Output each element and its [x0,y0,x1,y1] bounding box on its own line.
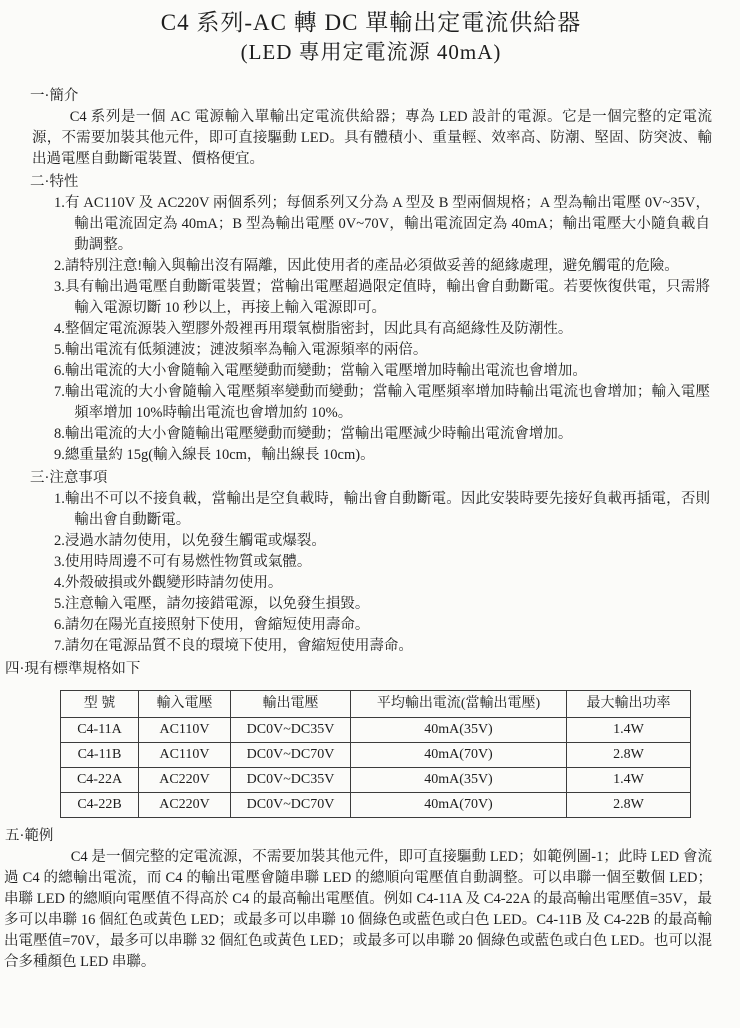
table-cell: C4-11B [61,743,139,768]
table-header-input-voltage: 輸入電壓 [139,691,231,718]
list-item: 8.輸出電流的大小會隨輸出電壓變動而變動；當輸出電壓減少時輸出電流會增加。 [54,426,573,442]
section-example-heading: 五·範例 [5,828,54,844]
document-subtitle: (LED 專用定電流源 40mA) [240,40,502,64]
table-cell: 40mA(70V) [351,793,567,818]
cautions-list [54,489,710,657]
document-title: C4 系列-AC 轉 DC 單輸出定電流供給器 [160,10,582,35]
table-cell: 40mA(35V) [351,718,567,743]
table-header-avg-output-current: 平均輸出電流(當輸出電壓) [351,691,567,718]
list-item: 3.具有輸出過電壓自動斷電裝置；當輸出電壓超過限定值時，輸出會自動斷電。若要恢復供電，只需將輸入電源切斷 10 秒以上，再接上輸入電源即可。 [54,279,710,316]
table-cell: DC0V~DC35V [231,768,351,793]
table-cell: DC0V~DC70V [231,793,351,818]
table-cell: AC220V [139,768,231,793]
table-cell: C4-22B [61,793,139,818]
table-cell: 2.8W [567,743,691,768]
table-header-row [61,691,691,718]
table-cell: 1.4W [567,718,691,743]
list-item: 4.整個定電流源裝入塑膠外殼裡再用環氧樹脂密封，因此具有高絕緣性及防潮性。 [54,321,573,337]
list-item: 4.外殼破損或外觀變形時請勿使用。 [54,575,283,591]
table-row [61,768,691,793]
section-intro [30,86,712,170]
section-specs-heading: 四·現有標準規格如下 [5,661,141,677]
list-item: 1.輸出不可以不接負載，當輸出是空負載時，輸出會自動斷電。因此安裝時要先接好負載再插電，否則輸出會自動斷電。 [54,491,710,528]
table-cell: AC220V [139,793,231,818]
table-row [61,743,691,768]
list-item: 3.使用時周邊不可有易燃性物質或氣體。 [54,554,312,570]
list-item: 6.請勿在陽光直接照射下使用，會縮短使用壽命。 [54,617,370,633]
table-cell: C4-22A [61,768,139,793]
list-item: 6.輸出電流的大小會隨輸入電壓變動而變動；當輸入電壓增加時輸出電流也會增加。 [54,363,587,379]
table-cell: 40mA(35V) [351,768,567,793]
list-item: 2.請特別注意!輸入與輸出沒有隔離，因此使用者的產品必須做妥善的絕緣處理，避免觸電的危險。 [54,258,679,274]
section-example-paragraph: C4 是一個完整的定電流源，不需要加裝其他元件，即可直接驅動 LED；如範例圖-1；此時 LED 會流過 C4 的總輸出電流，而 C4 的輸出電壓會隨串聯 LED 的總順向電壓值自動調整。可以串聯一個至數個 LED；串聯 LED 的總順向電壓值不得高於 C4 的最高輸出電壓值。例如 C4-11A 及 C4-22A 的最高輸出電壓值=35V，最多可以串聯 16 個紅色或黃色 LED；或最多可以串聯 10 個綠色或藍色或白色 LED。C4-11B 及 C4-22B 的最高輸出電壓值=70V，最多可以串聯 32 個紅色或黃色 LED；或最多可以串聯 20 個綠色或藍色或白色 LED。也可以混合多種顏色 LED 串聯。 [4,849,712,970]
features-list [54,193,710,466]
list-item: 7.請勿在電源品質不良的環境下使用，會縮短使用壽命。 [54,638,413,654]
section-specs [5,659,712,818]
table-cell: DC0V~DC35V [231,718,351,743]
list-item: 9.總重量約 15g(輸入線長 10cm，輸出線長 10cm)。 [54,447,375,463]
list-item: 1.有 AC110V 及 AC220V 兩個系列；每個系列又分為 A 型及 B 型兩個規格；A 型為輸出電壓 0V~35V，輸出電流固定為 40mA；B 型為輸出電壓 0V~70V，輸出電流固定為 40mA；輸出電壓大小隨負載自動調整。 [54,195,710,253]
section-intro-heading: 一·簡介 [30,88,79,104]
list-item: 7.輸出電流的大小會隨輸入電壓頻率變動而變動；當輸入電壓頻率增加時輸出電流也會增加；輸入電壓頻率增加 10%時輸出電流也會增加約 10%。 [54,384,710,421]
section-cautions [30,468,712,657]
table-cell: DC0V~DC70V [231,743,351,768]
table-header-output-voltage: 輸出電壓 [231,691,351,718]
table-cell: C4-11A [61,718,139,743]
table-header-model: 型 號 [61,691,139,718]
section-intro-paragraph: C4 系列是一個 AC 電源輸入單輸出定電流供給器；專為 LED 設計的電源。它是一個完整的定電流源，不需要加裝其他元件，即可直接驅動 LED。具有體積小、重量輕、效率高、防潮、堅固、防突波、輸出過電壓自動斷電裝置、價格便宜。 [32,109,712,167]
table-row [61,718,691,743]
list-item: 5.注意輸入電壓，請勿接錯電源，以免發生損毀。 [54,596,370,612]
table-cell: 2.8W [567,793,691,818]
table-cell: AC110V [139,743,231,768]
list-item: 5.輸出電流有低頻漣波；漣波頻率為輸入電源頻率的兩倍。 [54,342,428,358]
table-cell: 40mA(70V) [351,743,567,768]
table-cell: 1.4W [567,768,691,793]
spec-table [60,690,691,818]
section-example [4,826,712,973]
table-cell: AC110V [139,718,231,743]
table-row [61,793,691,818]
list-item: 2.浸過水請勿使用，以免發生觸電或爆裂。 [54,533,326,549]
section-features-heading: 二·特性 [30,174,79,190]
section-cautions-heading: 三·注意事項 [30,470,108,486]
table-header-max-output-power: 最大輸出功率 [567,691,691,718]
section-features [30,172,712,466]
